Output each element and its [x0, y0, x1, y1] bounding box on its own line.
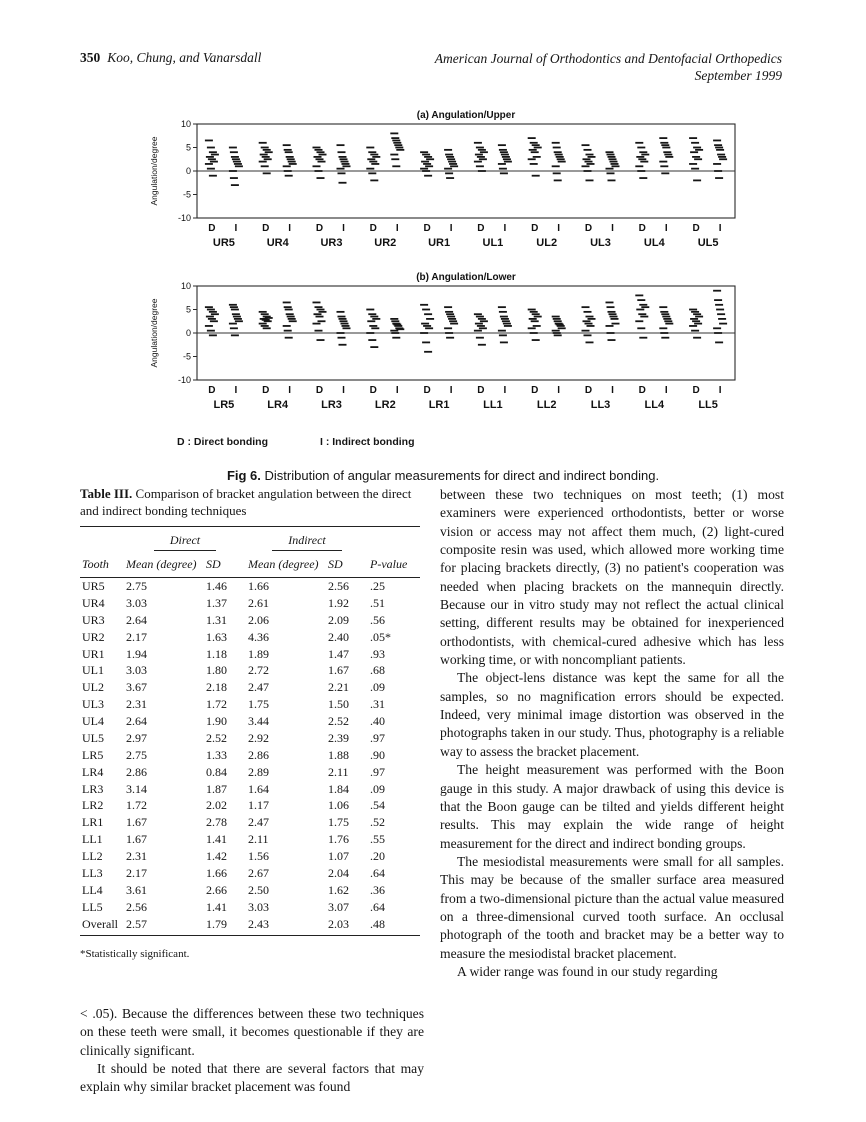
table-row: LL1 1.67 1.41 2.11 1.76 .55 [82, 832, 385, 847]
table-row: LR3 3.14 1.87 1.64 1.84 .09 [82, 781, 385, 796]
svg-text:I: I [234, 385, 238, 396]
svg-text:5: 5 [185, 142, 191, 153]
svg-text:UL5: UL5 [697, 237, 719, 249]
figure-caption-label: Fig 6. [226, 468, 261, 483]
chart-title: (a) Angulation/Upper [416, 110, 516, 121]
figure-caption-text: Distribution of angular measurements for direct and indirect bonding. [264, 468, 660, 483]
svg-text:I: I [611, 223, 614, 234]
table-row: UL1 3.03 1.80 2.72 1.67 .68 [82, 663, 385, 678]
svg-text:-5: -5 [182, 189, 191, 200]
svg-text:0: 0 [185, 328, 191, 338]
svg-text:I: I [395, 223, 399, 234]
column-header: P-value [368, 553, 420, 577]
svg-text:I: I [503, 223, 507, 234]
svg-text:D: D [369, 385, 377, 396]
svg-text:5: 5 [185, 304, 191, 315]
svg-text:I: I [664, 223, 668, 234]
table-title-text: Comparison of bracket angulation between the direct and indirect bonding techniques [80, 486, 412, 518]
legend-indirect: I : Indirect bonding [320, 436, 415, 448]
table-row: UL5 2.97 2.52 2.92 2.39 .97 [82, 730, 385, 745]
column-header: SD [204, 553, 246, 577]
svg-text:UR2: UR2 [374, 237, 397, 249]
running-head-right [435, 50, 782, 84]
y-axis-ticks [178, 281, 197, 385]
page-number: 350 [80, 50, 101, 65]
table-row: Overall 2.57 1.79 2.43 2.03 .48 [80, 915, 420, 935]
y-axis-label: Angulation/degree [149, 298, 159, 368]
svg-text:D: D [262, 385, 270, 396]
table-row: LR1 1.67 2.78 2.47 1.75 .52 [82, 815, 385, 830]
svg-text:UL2: UL2 [536, 237, 558, 249]
table-row: LR5 2.75 1.33 2.86 1.88 .90 [82, 747, 385, 762]
paragraph: < .05). Because the differences between these two techniques on these teeth were small, it becomes questionable if they are clinically significant. [80, 1006, 424, 1058]
svg-text:I: I [503, 385, 507, 396]
paragraph: The height measurement was performed with the Boon gauge in this study. A major drawback of using this device is that the Boon gauge can be tilted and yields different height results. This may explain the wide range of height measurement for the direct and indirect bonding groups. [440, 762, 784, 851]
issue-date: September 1999 [694, 68, 782, 83]
svg-text:LR2: LR2 [374, 399, 396, 411]
left-column-paragraphs [80, 1005, 424, 1097]
table-3 [80, 526, 420, 936]
table-row: UR5 2.75 1.46 1.66 2.56 .25 [82, 579, 385, 594]
x-axis-labels [208, 385, 721, 411]
table-row: LL2 2.31 1.42 1.56 1.07 .20 [82, 849, 385, 864]
svg-text:D: D [692, 385, 700, 396]
svg-text:I: I [557, 223, 561, 234]
svg-text:UR4: UR4 [266, 237, 289, 249]
paragraph: between these two techniques on most teeth; (1) most examiners were experienced orthodontists, better or worse vision or access may not affect them much, (2) light-cured composite resin was used, which allowed more working time for placing brackets directly, (3) no patient's cooperation was needed when placing brackets on the mannequin directly. Because our in vitro study may not reflect the actual clinical setting, different results may be obtained for inexperienced orthodontists, with chemical-cured adhesive which has less working time, or with noncompliant patients. [440, 487, 784, 668]
table-row: UR1 1.94 1.18 1.89 1.47 .93 [82, 646, 385, 661]
table-title-label: Table III. [80, 486, 133, 501]
paragraph: It should be noted that there are several factors that may explain why similar bracket placement was found [80, 1061, 424, 1095]
svg-text:UR3: UR3 [320, 237, 343, 249]
svg-text:-10: -10 [177, 375, 191, 385]
svg-text:LR4: LR4 [267, 399, 289, 411]
svg-text:D: D [477, 223, 485, 234]
table-row: UR2 2.17 1.63 4.36 2.40 .05* [82, 629, 391, 644]
figure-6 [133, 108, 753, 483]
two-column-content [80, 486, 784, 1097]
svg-text:D: D [208, 223, 216, 234]
figure-legend [133, 432, 753, 450]
svg-text:0: 0 [185, 166, 191, 176]
svg-text:I: I [449, 223, 453, 234]
column-header: Mean (degree) [246, 553, 326, 577]
paragraph: The object-lens distance was kept the same for all the samples, so no magnification errors should be expected. Indeed, very minimal image distortion was observed in the photographs taken in our study. Thus, photography is a reliable way to assess the bracket placement. [440, 670, 784, 759]
running-authors: Koo, Chung, and Vanarsdall [107, 50, 262, 65]
scatter-chart [143, 270, 743, 420]
journal-title: American Journal of Orthodontics and Dentofacial Orthopedics [434, 51, 782, 66]
col-group-indirect: Indirect [272, 531, 342, 551]
table-row: LL4 3.61 2.66 2.50 1.62 .36 [82, 882, 385, 897]
table-row: UL4 2.64 1.90 3.44 2.52 .40 [82, 714, 385, 729]
column-header: Tooth [80, 553, 124, 577]
running-head-left [80, 50, 261, 66]
legend-direct: D : Direct bonding [177, 436, 268, 448]
svg-text:D: D [315, 223, 324, 234]
svg-text:10: 10 [180, 281, 191, 291]
svg-text:I: I [718, 223, 722, 234]
table-row: LR4 2.86 0.84 2.89 2.11 .97 [82, 764, 385, 779]
svg-text:UR1: UR1 [428, 237, 451, 249]
svg-text:D: D [692, 223, 700, 234]
column-header: Mean (degree) [124, 553, 204, 577]
scatter-points [205, 290, 727, 353]
svg-text:I: I [342, 223, 345, 234]
table-row: LR2 1.72 2.02 1.17 1.06 .54 [82, 798, 385, 813]
figure-caption [133, 468, 753, 483]
svg-text:LR1: LR1 [428, 399, 450, 411]
svg-text:-10: -10 [177, 213, 191, 223]
svg-text:D: D [477, 385, 485, 396]
svg-text:I: I [557, 385, 561, 396]
table-row: UR3 2.64 1.31 2.06 2.09 .56 [82, 612, 385, 627]
table-row: LL3 2.17 1.66 2.67 2.04 .64 [82, 865, 385, 880]
svg-text:D: D [369, 223, 377, 234]
chart-title: (b) Angulation/Lower [416, 272, 516, 283]
column-header: SD [326, 553, 368, 577]
svg-text:LL4: LL4 [644, 399, 665, 411]
svg-text:LL3: LL3 [590, 399, 611, 411]
chart-angulation-lower [143, 270, 743, 420]
table-header-row [80, 553, 420, 577]
svg-text:LL2: LL2 [536, 399, 557, 411]
table-row: UL3 2.31 1.72 1.75 1.50 .31 [82, 697, 385, 712]
svg-text:I: I [718, 385, 722, 396]
svg-text:UL3: UL3 [590, 237, 611, 249]
paragraph: A wider range was found in our study regarding [457, 963, 718, 979]
table-row: LL5 2.56 1.41 3.03 3.07 .64 [82, 899, 385, 914]
svg-text:I: I [234, 223, 238, 234]
table-row: UR4 3.03 1.37 2.61 1.92 .51 [82, 595, 385, 610]
col-group-direct: Direct [154, 531, 216, 551]
svg-text:I: I [288, 385, 292, 396]
svg-text:UR5: UR5 [212, 237, 235, 249]
svg-text:LL1: LL1 [483, 399, 503, 411]
svg-text:D: D [423, 223, 431, 234]
table-row: UL2 3.67 2.18 2.47 2.21 .09 [82, 680, 385, 695]
table-title [80, 486, 424, 519]
svg-text:I: I [395, 385, 399, 396]
svg-text:I: I [611, 385, 614, 396]
svg-text:D: D [584, 223, 593, 234]
svg-text:I: I [342, 385, 345, 396]
svg-text:D: D [208, 385, 216, 396]
left-column [80, 486, 424, 1097]
svg-text:-5: -5 [182, 351, 191, 362]
chart-angulation-upper [143, 108, 743, 258]
paragraph: The mesiodistal measurements were small for all samples. This may be because of the smaller surface area measured from a two-dimensional picture than the actual value measured on a three-dimensional curved tooth surface. An occlusal photograph of the tooth and bracket may be a better way to measure the mesiodistal bracket placement. [440, 853, 784, 961]
svg-text:LR5: LR5 [213, 399, 235, 411]
svg-text:D: D [423, 385, 431, 396]
svg-text:I: I [449, 385, 453, 396]
table-group-header-row [80, 527, 420, 554]
scatter-chart [143, 108, 743, 258]
y-axis-label: Angulation/degree [149, 136, 159, 206]
svg-text:I: I [288, 223, 292, 234]
svg-text:D: D [531, 385, 539, 396]
y-axis-ticks [178, 119, 197, 223]
svg-text:D: D [638, 223, 646, 234]
svg-text:D: D [531, 223, 539, 234]
page-header [80, 50, 782, 84]
svg-text:10: 10 [180, 119, 191, 129]
svg-text:D: D [315, 385, 324, 396]
table-footnote: *Statistically significant. [80, 947, 190, 960]
svg-text:D: D [638, 385, 646, 396]
x-axis-labels [208, 223, 721, 249]
svg-text:D: D [262, 223, 270, 234]
scatter-points [205, 133, 727, 187]
svg-text:LR3: LR3 [321, 399, 342, 411]
svg-text:LL5: LL5 [698, 399, 718, 411]
svg-text:UL1: UL1 [482, 237, 504, 249]
svg-text:UL4: UL4 [643, 237, 665, 249]
svg-text:D: D [584, 385, 593, 396]
svg-text:I: I [664, 385, 668, 396]
right-column [440, 486, 784, 1097]
